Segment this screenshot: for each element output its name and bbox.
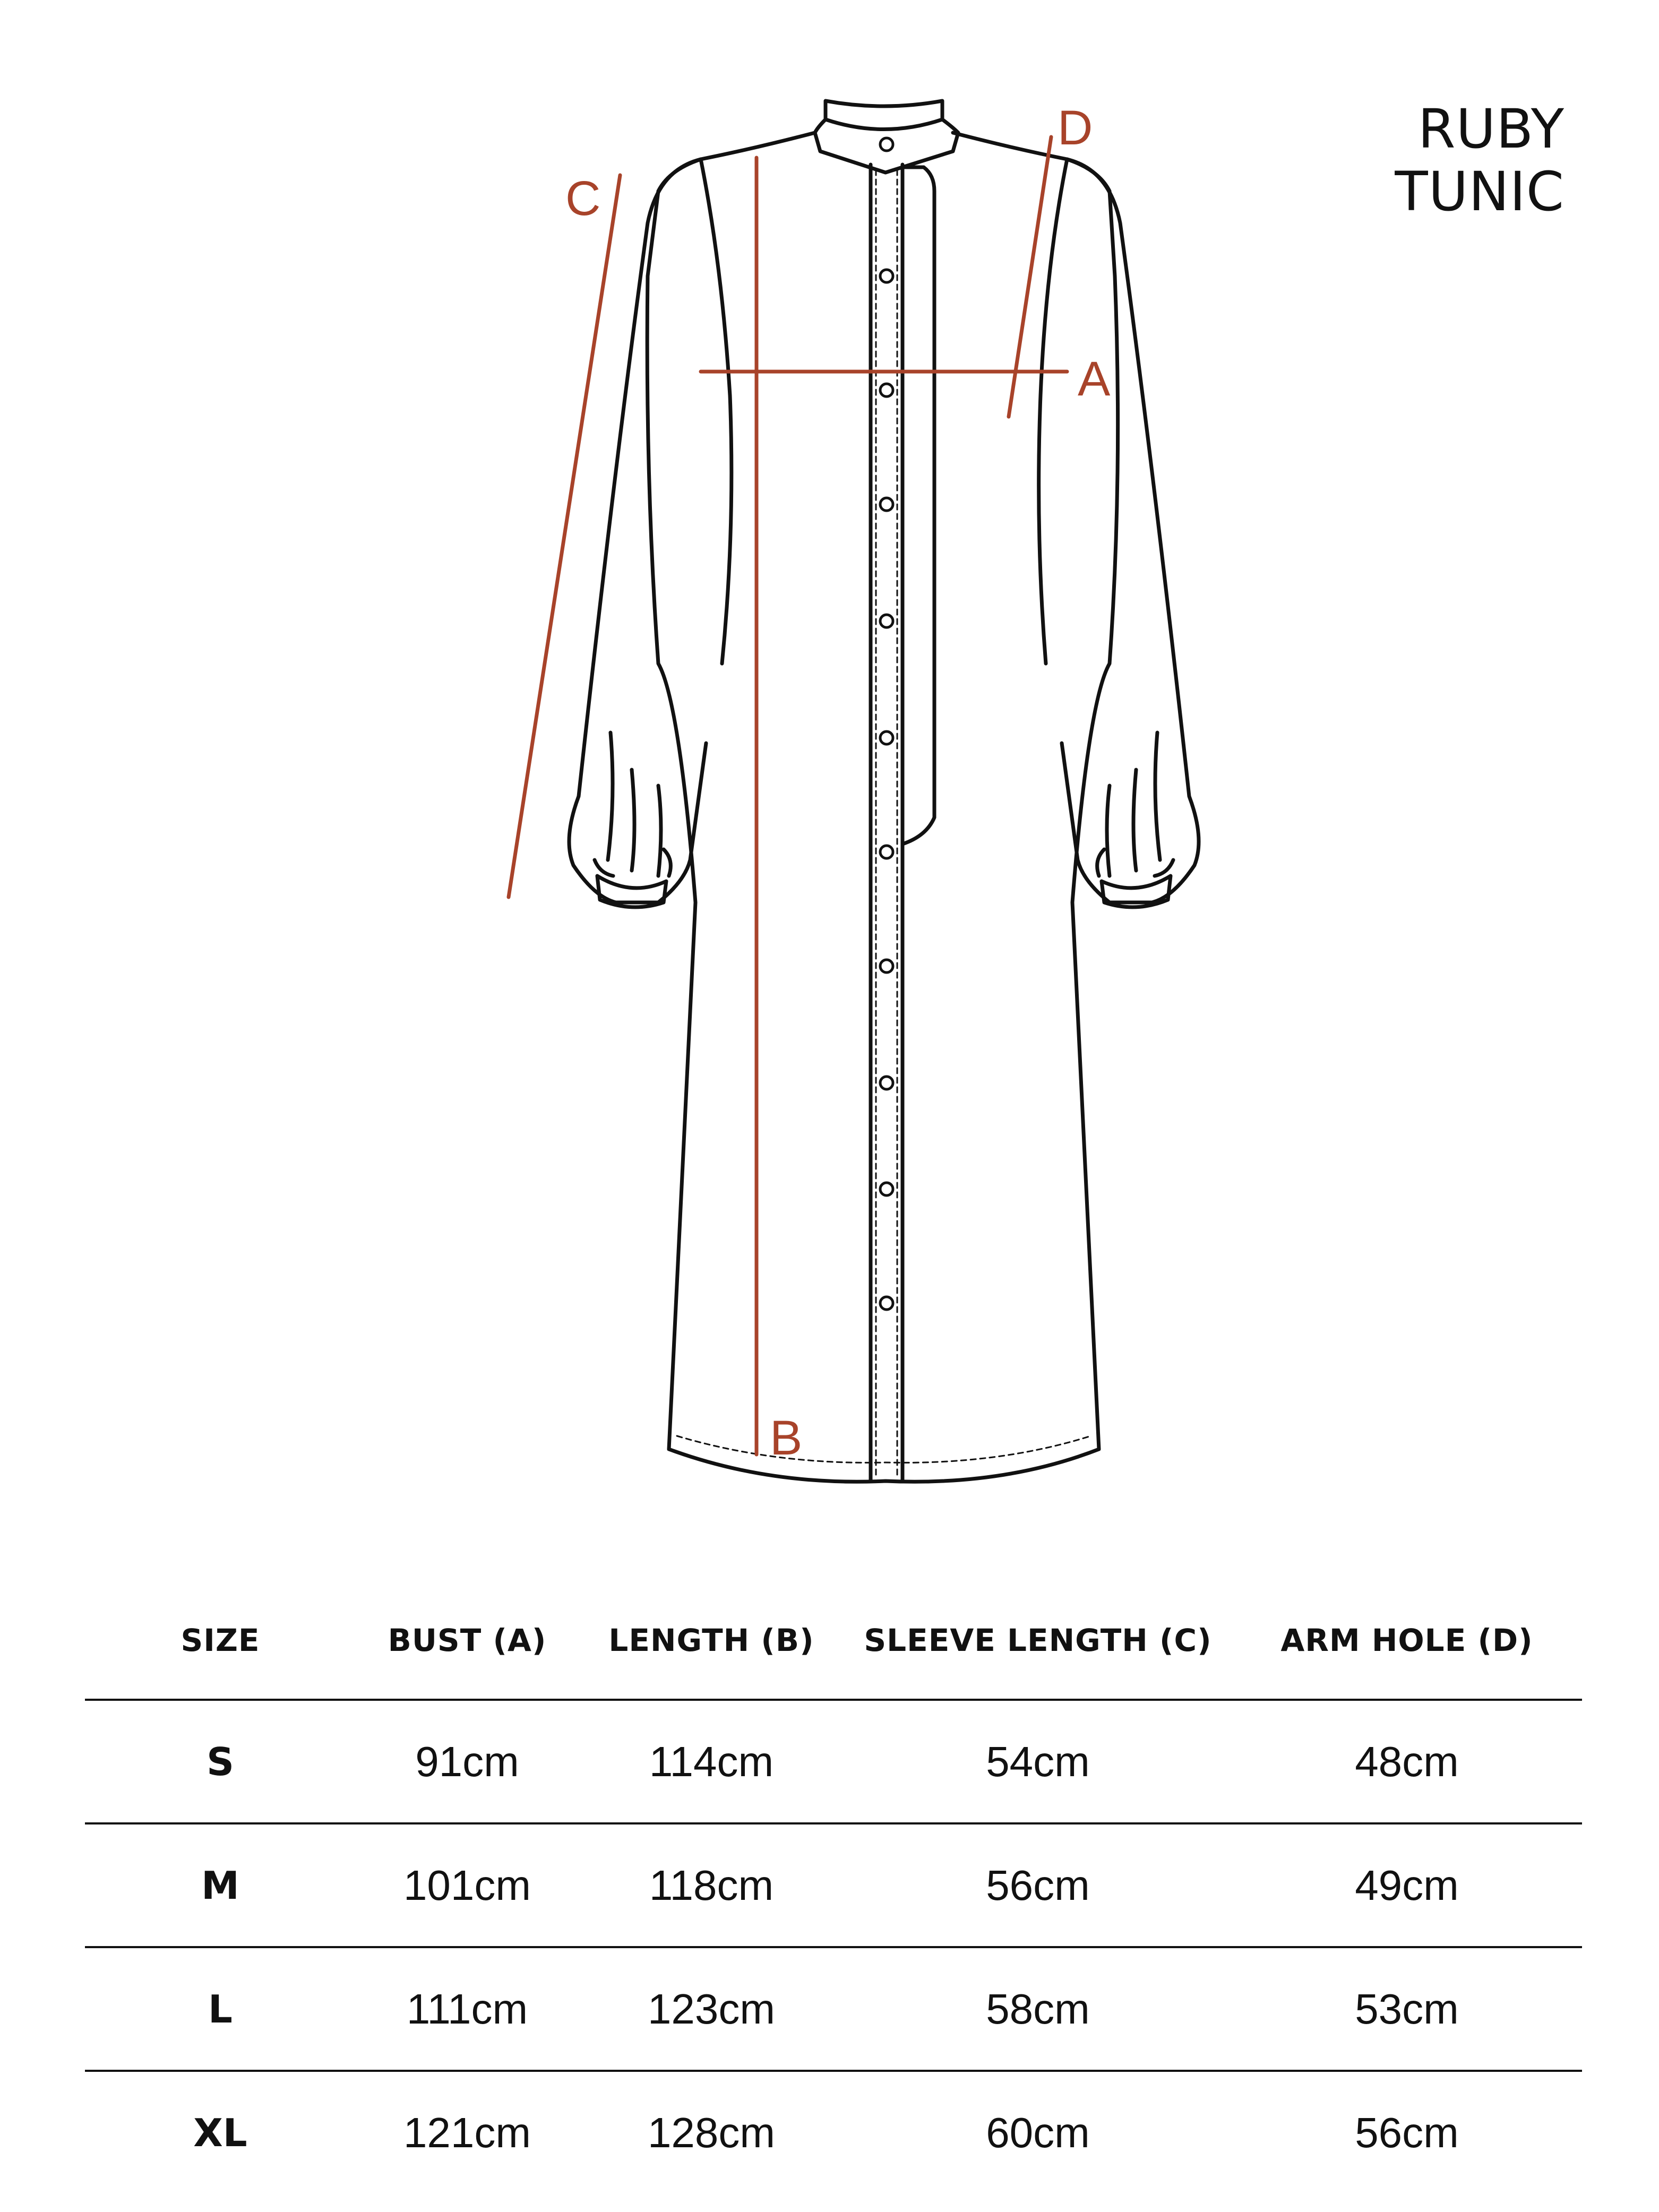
size-chart-table	[85, 1582, 1582, 2193]
button	[880, 846, 893, 858]
sleeve-cell: 58cm	[844, 1947, 1232, 2071]
neck-tie-panel	[902, 167, 934, 844]
button	[880, 270, 893, 282]
length-cell: 128cm	[647, 2108, 776, 2156]
table-row	[85, 1947, 1582, 2071]
bust-cell: 121cm	[403, 2108, 531, 2156]
button	[880, 384, 893, 397]
hem-stitching	[677, 1436, 1091, 1462]
buttons	[880, 138, 893, 1310]
label-c: C	[565, 171, 601, 226]
sleeve-cell: 56cm	[844, 1823, 1232, 1947]
sleeve-cell: 54cm	[844, 1700, 1232, 1823]
right-sleeve-gathers	[1097, 733, 1173, 876]
table-row	[85, 1700, 1582, 1823]
table-header-row	[85, 1582, 1582, 1700]
size-cell: L	[85, 1947, 356, 2071]
bust-cell: 101cm	[356, 1823, 579, 1947]
button	[880, 498, 893, 511]
armhole-cell: 49cm	[1232, 1823, 1582, 1947]
left-armhole-seam	[701, 159, 732, 664]
button	[880, 138, 893, 151]
tunic-body-outline	[647, 133, 1118, 1482]
button	[880, 960, 893, 972]
placket-stitching	[876, 170, 897, 1476]
armhole-cell: 56cm	[1355, 2108, 1459, 2156]
length-cell: 114cm	[579, 1700, 844, 1823]
button	[880, 1077, 893, 1089]
label-b: B	[770, 1411, 803, 1465]
size-cell: S	[85, 1700, 356, 1823]
size-cell: M	[85, 1823, 356, 1947]
left-sleeve-gathers	[595, 733, 671, 876]
button	[880, 731, 893, 744]
product-title-line-1: RUBY	[1417, 98, 1565, 161]
armhole-measure-line	[1009, 137, 1051, 417]
sleeve-cell: 60cm	[986, 2108, 1090, 2156]
table-row	[85, 2071, 1582, 2193]
bust-cell: 91cm	[356, 1700, 579, 1823]
label-d: D	[1058, 101, 1093, 155]
sleeve-measure-line	[509, 175, 620, 897]
header-length: LENGTH (B)	[579, 1582, 844, 1700]
length-cell: 118cm	[579, 1823, 844, 1947]
header-arm-hole: ARM HOLE (D)	[1232, 1582, 1582, 1700]
label-a: A	[1078, 352, 1111, 406]
button	[880, 1297, 893, 1310]
product-title-line-2: TUNIC	[1395, 160, 1565, 223]
armhole-cell: 48cm	[1232, 1700, 1582, 1823]
armhole-cell: 53cm	[1232, 1947, 1582, 2071]
header-size: SIZE	[85, 1582, 356, 1700]
bust-cell: 111cm	[356, 1947, 579, 2071]
header-bust: BUST (A)	[356, 1582, 579, 1700]
right-armhole-seam	[1039, 159, 1067, 664]
collar-outline	[826, 101, 942, 130]
size-cell: XL	[193, 2110, 247, 2155]
button	[880, 615, 893, 627]
button	[880, 1183, 893, 1195]
length-cell: 123cm	[579, 1947, 844, 2071]
header-sleeve-length: SLEEVE LENGTH (C)	[844, 1582, 1232, 1700]
table-row	[85, 1823, 1582, 1947]
